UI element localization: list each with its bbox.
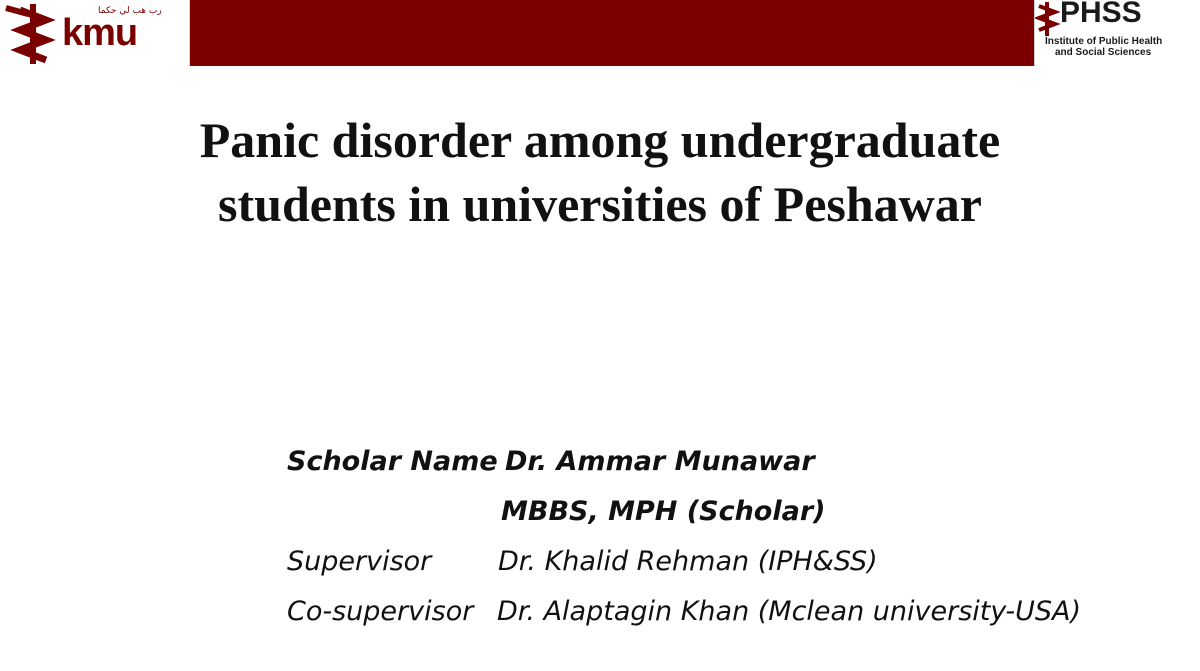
phss-subtitle bbox=[1045, 36, 1162, 58]
cosupervisor-label: Co-supervisor bbox=[287, 596, 474, 627]
scholar-label: Scholar Name bbox=[287, 446, 498, 477]
kmu-wordmark: kmu bbox=[62, 12, 138, 54]
credits-block bbox=[287, 437, 1167, 637]
supervisor-row bbox=[287, 537, 1167, 587]
kmu-arabic-motto: رب هب لي حكما bbox=[98, 6, 162, 16]
scholar-degree-row bbox=[287, 487, 1167, 537]
iphss-logo bbox=[1034, 0, 1200, 66]
phss-subtitle-line2: and Social Sciences bbox=[1055, 47, 1152, 58]
cosupervisor-row bbox=[287, 587, 1167, 637]
scholar-row bbox=[287, 437, 1167, 487]
slide-title-line1: Panic disorder among undergraduate bbox=[199, 112, 1001, 168]
phss-subtitle-line1: Institute of Public Health bbox=[1045, 36, 1163, 47]
slide-title-line2: students in universities of Peshawar bbox=[218, 176, 982, 232]
cosupervisor-name: Dr. Alaptagin Khan (Mclean university-USA) bbox=[497, 596, 1082, 627]
slide-title bbox=[0, 108, 1200, 236]
scholar-degree: MBBS, MPH (Scholar) bbox=[501, 496, 826, 527]
caduceus-icon bbox=[0, 0, 70, 66]
kmu-logo bbox=[0, 0, 190, 66]
phss-wordmark: PHSS bbox=[1060, 0, 1142, 29]
scholar-name: Dr. Ammar Munawar bbox=[505, 446, 815, 477]
caduceus-icon bbox=[1035, 0, 1061, 40]
supervisor-name: Dr. Khalid Rehman (IPH&SS) bbox=[498, 546, 878, 577]
supervisor-label: Supervisor bbox=[287, 546, 432, 577]
